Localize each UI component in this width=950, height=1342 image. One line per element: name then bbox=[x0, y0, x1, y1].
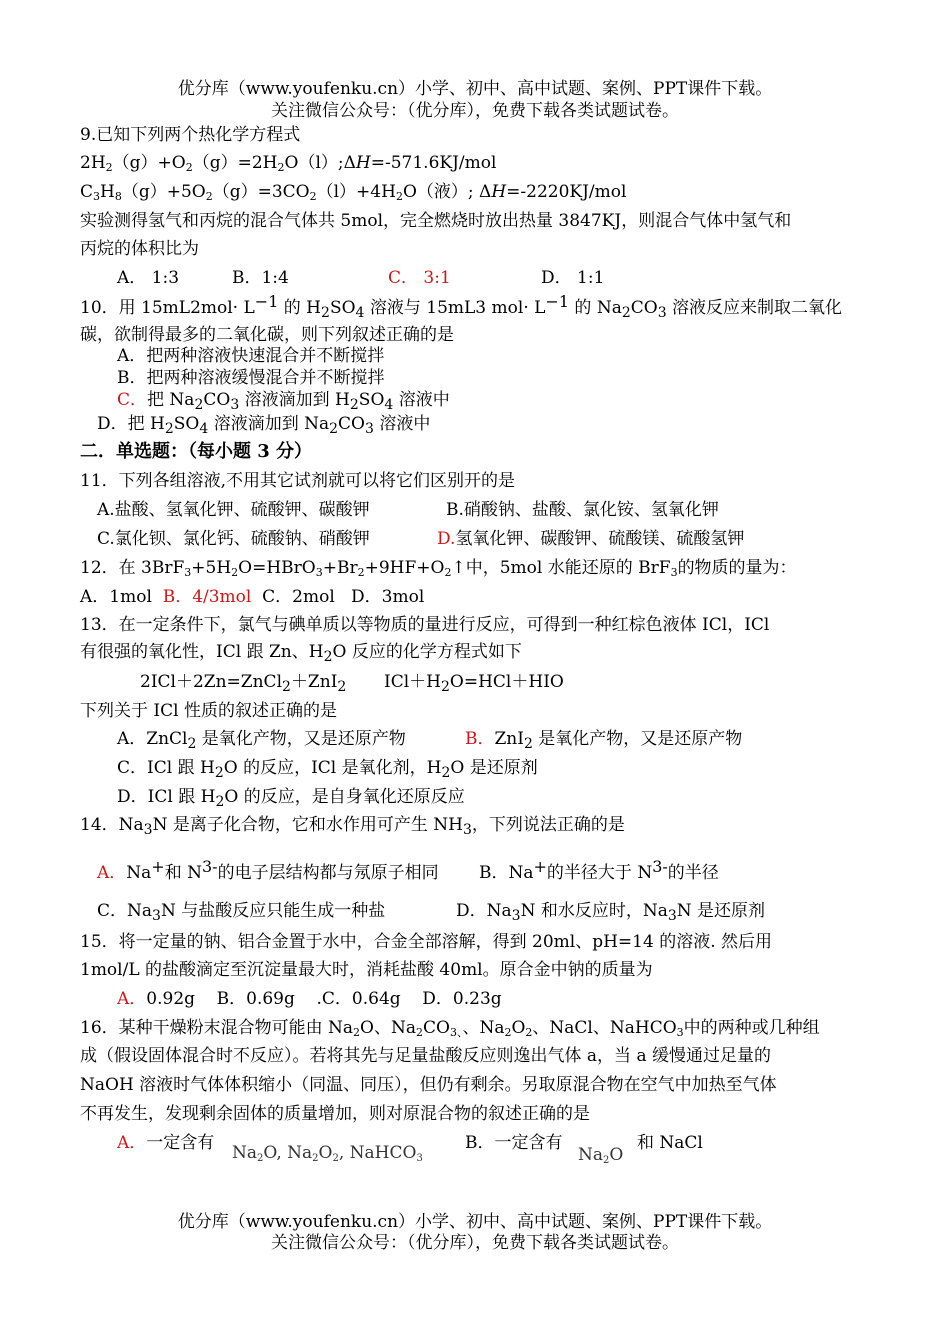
q10-stem-1: 10．用 $15mL2mol\cdot L^{-1}$ 的 $H_2SO_4$ 溶液与 15mL3 $mol\cdot L^{-1}$ 的 $Na_2CO_3$ 溶液反应来制取二氧化 bbox=[80, 292, 843, 321]
q15-option-b[interactable]: B．0.69g bbox=[216, 989, 295, 1009]
q9-text-1: 实验测得氢气和丙烷的混合气体共 5mol，完全燃烧时放出热量 3847KJ，则混合气体中氢气和 bbox=[80, 211, 792, 231]
q15-option-a-label[interactable]: A． bbox=[117, 989, 147, 1009]
q13-stem-2: 有很强的氧化性，ICl 跟 Zn、$H_2O$ 反应的化学方程式如下 bbox=[80, 642, 522, 665]
q14-stem: 14．$Na_3N$ 是离子化合物，它和水作用可产生 $NH_3$，下列说法正确的是 bbox=[80, 815, 625, 838]
q9-option-d[interactable]: D． 1:1 bbox=[541, 268, 605, 288]
q14-option-d[interactable]: D．$Na_3N$ 和水反应时，$Na_3N$ 是还原剂 bbox=[456, 901, 766, 924]
q13-option-c[interactable]: C．ICl 跟 $H_2O$ 的反应，ICl 是氧化剂，$H_2O$ 是还原剂 bbox=[117, 758, 538, 781]
q14-option-a[interactable]: A．Na+和 $N^{3-}$的电子层结构都与氖原子相同 bbox=[97, 857, 439, 883]
q10-option-a[interactable]: A．把两种溶液快速混合并不断搅拌 bbox=[117, 346, 385, 366]
q15-option-c[interactable]: .C．0.64g bbox=[316, 989, 401, 1009]
q13-equation-1: 2ICl＋2Zn=ZnCl$_2$＋ZnI$_2$ bbox=[140, 672, 347, 695]
q15-options bbox=[117, 988, 502, 1010]
q16-option-b-tail: 和 NaCl bbox=[637, 1133, 703, 1153]
q10-option-b[interactable]: B．把两种溶液缓慢混合并不断搅拌 bbox=[117, 368, 385, 388]
q10-option-d[interactable]: D．把 $H_2SO_4$ 溶液滴加到 $Na_2CO_3$ 溶液中 bbox=[97, 414, 431, 437]
q16-option-a[interactable]: A．一定含有 bbox=[117, 1133, 215, 1153]
header-line-1: 优分库（www.youfenku.cn）小学、初中、高中试题、案例、PPT课件下载。 bbox=[177, 79, 773, 99]
q13-equation-2: $ICl+H_2O=HCl+HIO$ bbox=[384, 672, 564, 695]
q12-stem: 12．在 $3BrF_3+5H_2O=HBrO_3+Br_2+9HF+O_2↑$中，5mol 水能还原的 BrF$_3$的物质的量为： bbox=[80, 558, 797, 579]
q9-option-c[interactable]: C． 3:1 bbox=[388, 268, 451, 288]
q16-option-a-formula: $Na_2O$, $Na_2O_2$, NaHCO$_3$ bbox=[232, 1143, 423, 1164]
q11-stem: 11．下列各组溶液,不用其它试剂就可以将它们区别开的是 bbox=[80, 471, 516, 491]
q13-stem-3: 下列关于 ICl 性质的叙述正确的是 bbox=[80, 701, 337, 721]
q11-option-a[interactable]: A.盐酸、氢氧化钾、硫酸钾、碳酸钾 bbox=[97, 500, 370, 520]
q9-text-2: 丙烷的体积比为 bbox=[80, 239, 199, 259]
q15-stem-1: 15．将一定量的钠、铝合金置于水中，合金全部溶解，得到 20ml、pH=14 的溶液. 然后用 bbox=[80, 932, 773, 952]
q11-option-d[interactable]: D.氢氧化钾、碳酸钾、硫酸镁、硫酸氢钾 bbox=[437, 529, 745, 549]
q15-option-a[interactable]: 0.92g bbox=[146, 989, 196, 1009]
q9-equation-1: $2H_2(g)+O_2(g)=2H_2O(l);\Delta H=-571.6KJ$/mol bbox=[80, 153, 497, 174]
q9-equation-2: $C_3H_8(g)+5O_2(g)=3CO_2(l)+4H_2O$（液）; ΔH=-2220KJ/mol bbox=[80, 182, 627, 203]
header-line-2: 关注微信公众号：（优分库），免费下载各类试题试卷。 bbox=[271, 101, 679, 121]
q12-option-b[interactable]: B．4/3mol bbox=[162, 587, 252, 607]
q15-option-d[interactable]: D．0.23g bbox=[422, 989, 502, 1009]
q9-option-b[interactable]: B．1:4 bbox=[232, 268, 289, 288]
q12-option-d[interactable]: D．3mol bbox=[351, 587, 425, 607]
q9-option-a[interactable]: A． 1:3 bbox=[117, 268, 180, 288]
q13-option-d[interactable]: D．ICl 跟 $H_2O$ 的反应，是自身氧化还原反应 bbox=[117, 787, 465, 810]
q16-stem-4: 不再发生，发现剩余固体的质量增加，则对原混合物的叙述正确的是 bbox=[80, 1104, 590, 1124]
q12-option-a[interactable]: A．1mol bbox=[80, 587, 152, 607]
q14-option-c[interactable]: C．$Na_3N$ 与盐酸反应只能生成一种盐 bbox=[97, 901, 386, 924]
q10-option-c[interactable]: C．把 $Na_2CO_3$ 溶液滴加到 $H_2SO_4$ 溶液中 bbox=[117, 390, 450, 413]
footer-line-1: 优分库（www.youfenku.cn）小学、初中、高中试题、案例、PPT课件下载。 bbox=[177, 1212, 773, 1232]
q16-stem-1: 16．某种干燥粉末混合物可能由 $Na_2O$、$Na_2CO_{3、}$、$Na_2O_2$、NaCl、NaHCO$_3$中的两种或几种组 bbox=[80, 1018, 820, 1039]
q12-options bbox=[80, 586, 424, 608]
section-2-heading: 二．单选题：（每小题 3 分） bbox=[80, 441, 313, 462]
q13-option-a[interactable]: A．ZnCl$_2$ 是氧化产物，又是还原产物 bbox=[117, 729, 406, 752]
q13-stem-1: 13．在一定条件下，氯气与碘单质以等物质的量进行反应，可得到一种红棕色液体 ICl，ICl bbox=[80, 615, 770, 635]
q12-option-c[interactable]: C．2mol bbox=[262, 587, 335, 607]
q16-option-b-formula: $Na_2O$ bbox=[578, 1145, 624, 1166]
q10-stem-2: 碳，欲制得最多的二氧化碳，则下列叙述正确的是 bbox=[80, 325, 454, 345]
q16-stem-2: 成（假设固体混合时不反应）。若将其先与足量盐酸反应则逸出气体 a，当 a 缓慢通过足量的 bbox=[80, 1046, 771, 1066]
q14-option-b[interactable]: B．Na+的半径大于 $N^{3-}$的半径 bbox=[479, 857, 719, 883]
q11-option-c[interactable]: C.氯化钡、氯化钙、硫酸钠、硝酸钾 bbox=[97, 529, 370, 549]
q16-stem-3: NaOH 溶液时气体体积缩小（同温、同压），但仍有剩余。另取原混合物在空气中加热至气体 bbox=[80, 1075, 777, 1095]
footer-line-2: 关注微信公众号：（优分库），免费下载各类试题试卷。 bbox=[271, 1233, 679, 1253]
q9-stem: 9.已知下列两个热化学方程式 bbox=[80, 125, 301, 145]
q11-option-b[interactable]: B.硝酸钠、盐酸、氯化铵、氢氧化钾 bbox=[446, 500, 719, 520]
q15-stem-2: 1mol/L 的盐酸滴定至沉淀量最大时，消耗盐酸 40ml。原合金中钠的质量为 bbox=[80, 960, 653, 980]
q13-option-b[interactable]: B．ZnI$_2$ 是氧化产物，又是还原产物 bbox=[465, 729, 743, 752]
q16-option-b[interactable]: B．一定含有 bbox=[465, 1133, 563, 1153]
